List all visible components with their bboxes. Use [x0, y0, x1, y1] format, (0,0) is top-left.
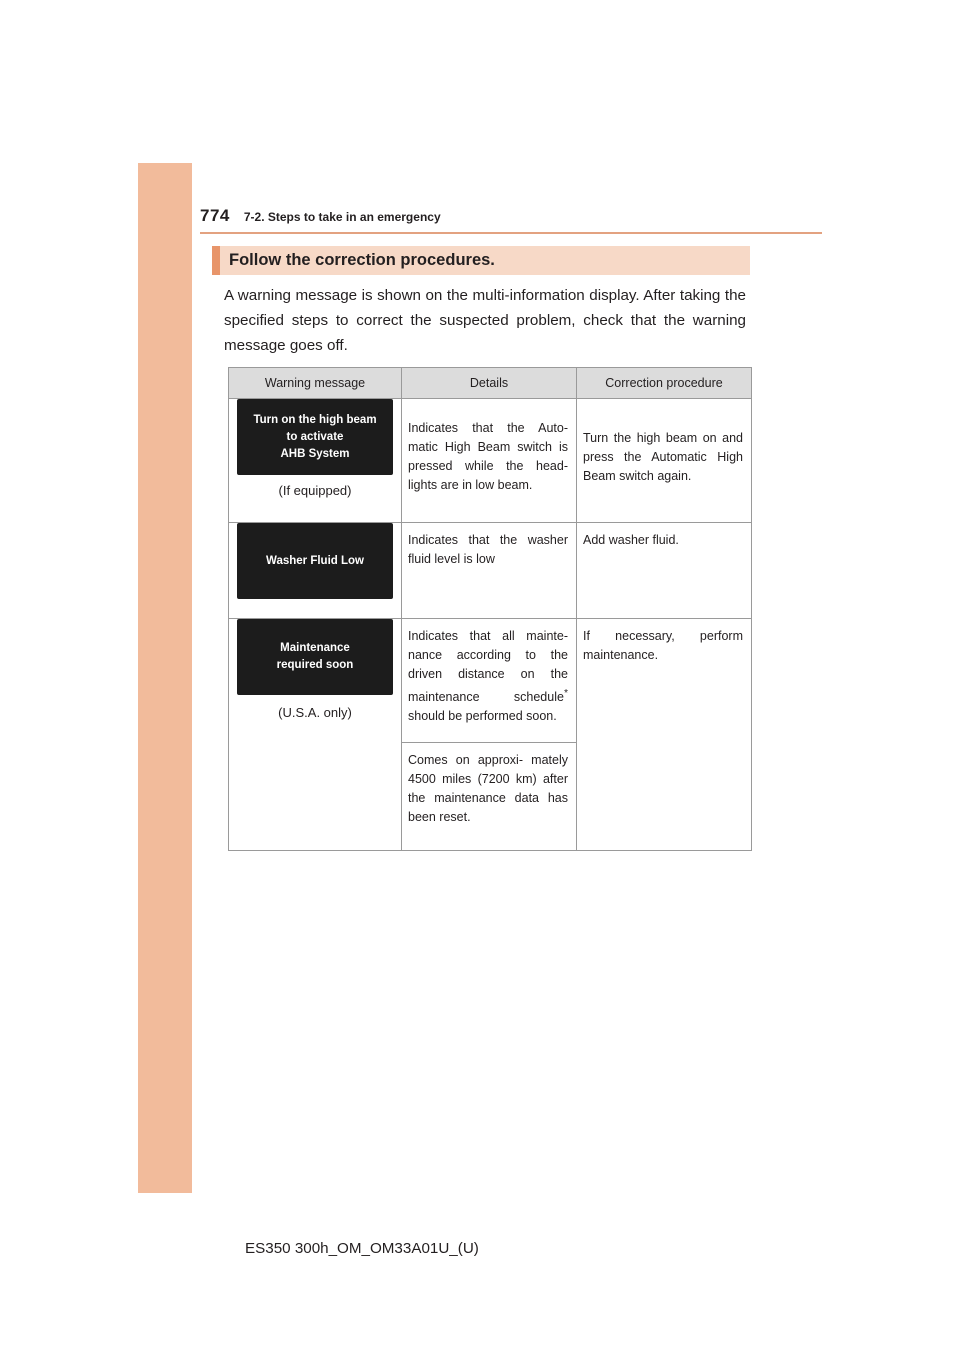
footnote-mark: *: [563, 688, 568, 699]
header-warning-message: Warning message: [229, 368, 402, 399]
table-header-row: [229, 368, 752, 399]
correction-cell: Add washer fluid.: [577, 523, 752, 619]
section-title: Follow the correction procedures.: [212, 246, 750, 275]
table-row: [229, 523, 752, 619]
warning-message-cell: [229, 619, 402, 851]
document-code: ES350 300h_OM_OM33A01U_(U): [245, 1240, 479, 1257]
table-row: [229, 399, 752, 523]
correction-cell: Turn the high beam on and press the Automatic High Beam switch again.: [577, 399, 752, 523]
section-label: 7-2. Steps to take in an emergency: [243, 210, 441, 224]
details-text-tail: should be performed soon.: [408, 709, 557, 724]
table-row: [229, 619, 752, 743]
warning-message-table: [228, 367, 752, 851]
header-details: Details: [402, 368, 577, 399]
caption-usa-only: (U.S.A. only): [278, 705, 352, 720]
header-divider: [200, 232, 822, 234]
chapter-side-bar: [138, 163, 192, 1193]
details-cell-secondary: Comes on approxi- mately 4500 miles (7200 km) after the maintenance data has been reset.: [402, 743, 577, 851]
display-maintenance-message: Maintenance required soon: [237, 619, 393, 695]
details-cell: [402, 619, 577, 743]
details-text: Indicates that all mainte- nance according to the driven distance on the maintenance schedule: [408, 629, 568, 705]
details-cell: Indicates that the Auto- matic High Beam switch is pressed while the head- lights are in low beam.: [402, 399, 577, 523]
display-ahb-message: Turn on the high beam to activate AHB System: [237, 399, 393, 475]
details-cell: Indicates that the washer fluid level is low: [402, 523, 577, 619]
warning-message-cell: [229, 399, 402, 523]
correction-cell: If necessary, perform maintenance.: [577, 619, 752, 851]
caption-if-equipped: (If equipped): [278, 483, 352, 498]
page-header: [200, 206, 441, 232]
header-correction-procedure: Correction procedure: [577, 368, 752, 399]
page-number: 774: [200, 206, 230, 225]
warning-message-cell: [229, 523, 402, 619]
display-washer-fluid-message: Washer Fluid Low: [237, 523, 393, 599]
intro-paragraph: A warning message is shown on the multi-information display. After taking the specified steps to correct the suspected problem, check that the warning message goes off.: [224, 287, 746, 354]
